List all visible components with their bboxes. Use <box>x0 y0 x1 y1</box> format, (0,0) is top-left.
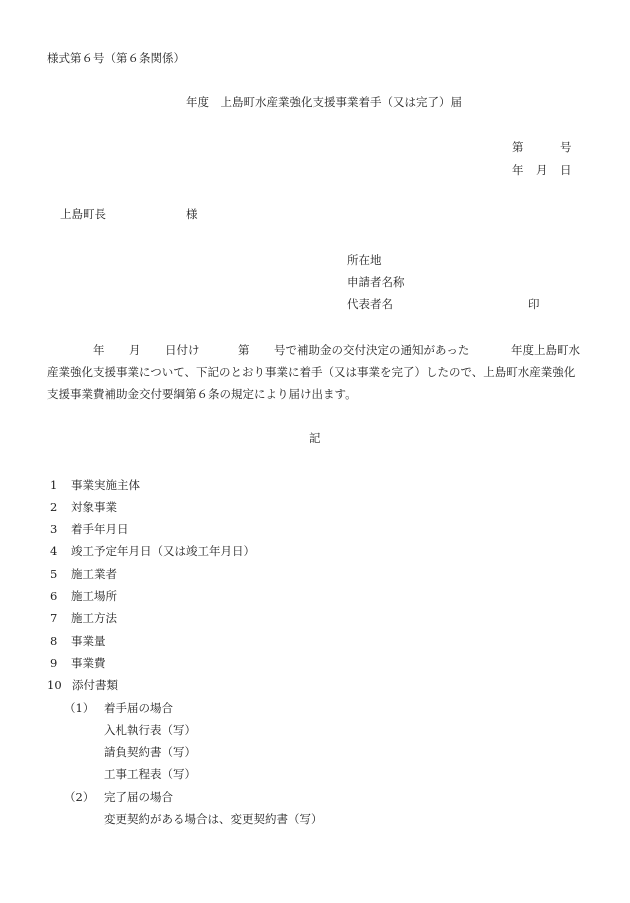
applicant-name-label: 申請者名称 <box>347 275 405 289</box>
sub1-number: （1） <box>64 701 95 715</box>
doc-number-go: 号 <box>560 140 572 154</box>
item-number: 6 <box>50 589 58 603</box>
item-label: 着手年月日 <box>71 522 129 536</box>
body-line1-tail: 年度上島町水 <box>511 343 580 357</box>
doc-date-month: 月 <box>536 163 548 177</box>
item-number: 4 <box>50 544 58 558</box>
item-label: 事業実施主体 <box>71 478 140 492</box>
item-label: 竣工予定年月日（又は竣工年月日） <box>71 544 255 558</box>
item-label: 事業量 <box>71 634 106 648</box>
item-label: 事業費 <box>71 656 106 670</box>
item-label: 施工方法 <box>71 611 117 625</box>
sub2-number: （2） <box>64 790 95 804</box>
document-title: 年度 上島町水産業強化支援事業着手（又は完了）届 <box>186 95 462 109</box>
recipient-name: 上島町長 <box>60 207 106 221</box>
ki-heading: 記 <box>309 431 321 445</box>
item-number: 9 <box>50 656 58 670</box>
item-label: 対象事業 <box>71 500 117 514</box>
form-number: 様式第６号（第６条関係） <box>47 51 185 65</box>
item-label: 施工場所 <box>71 589 117 603</box>
body-dai: 第 <box>238 343 250 357</box>
sub1-doc: 入札執行表（写） <box>104 723 196 737</box>
body-year: 年 <box>93 343 105 357</box>
item-number: 3 <box>50 522 58 536</box>
body-day: 日付け <box>165 343 200 357</box>
body-line3: 支援事業費補助金交付要綱第６条の規定により届け出ます。 <box>47 387 357 401</box>
item-number: 5 <box>50 567 58 581</box>
item-number: 2 <box>50 500 58 514</box>
doc-date-day: 日 <box>560 163 572 177</box>
sub1-doc: 工事工程表（写） <box>104 767 196 781</box>
item-label: 添付書類 <box>72 678 118 692</box>
item-label: 施工業者 <box>71 567 117 581</box>
sub2-label: 完了届の場合 <box>104 790 173 804</box>
body-line1-text: 号で補助金の交付決定の通知があった <box>274 343 470 357</box>
applicant-rep-label: 代表者名 <box>347 297 393 311</box>
doc-number-dai: 第 <box>512 140 524 154</box>
item-number: 8 <box>50 634 58 648</box>
applicant-address-label: 所在地 <box>347 253 382 267</box>
item-number: 7 <box>50 611 58 625</box>
doc-date-year: 年 <box>512 163 524 177</box>
body-month: 月 <box>129 343 141 357</box>
body-line2: 産業強化支援事業について、下記のとおり事業に着手（又は事業を完了）したので、上島町水産業強化 <box>47 365 576 379</box>
sub2-doc: 変更契約がある場合は、変更契約書（写） <box>104 812 323 826</box>
sub1-label: 着手届の場合 <box>104 701 173 715</box>
recipient-honorific: 様 <box>186 207 198 221</box>
seal-mark: 印 <box>528 297 540 311</box>
item-number: 1 <box>50 478 58 492</box>
sub1-doc: 請負契約書（写） <box>104 745 196 759</box>
item-number: 10 <box>47 678 62 692</box>
